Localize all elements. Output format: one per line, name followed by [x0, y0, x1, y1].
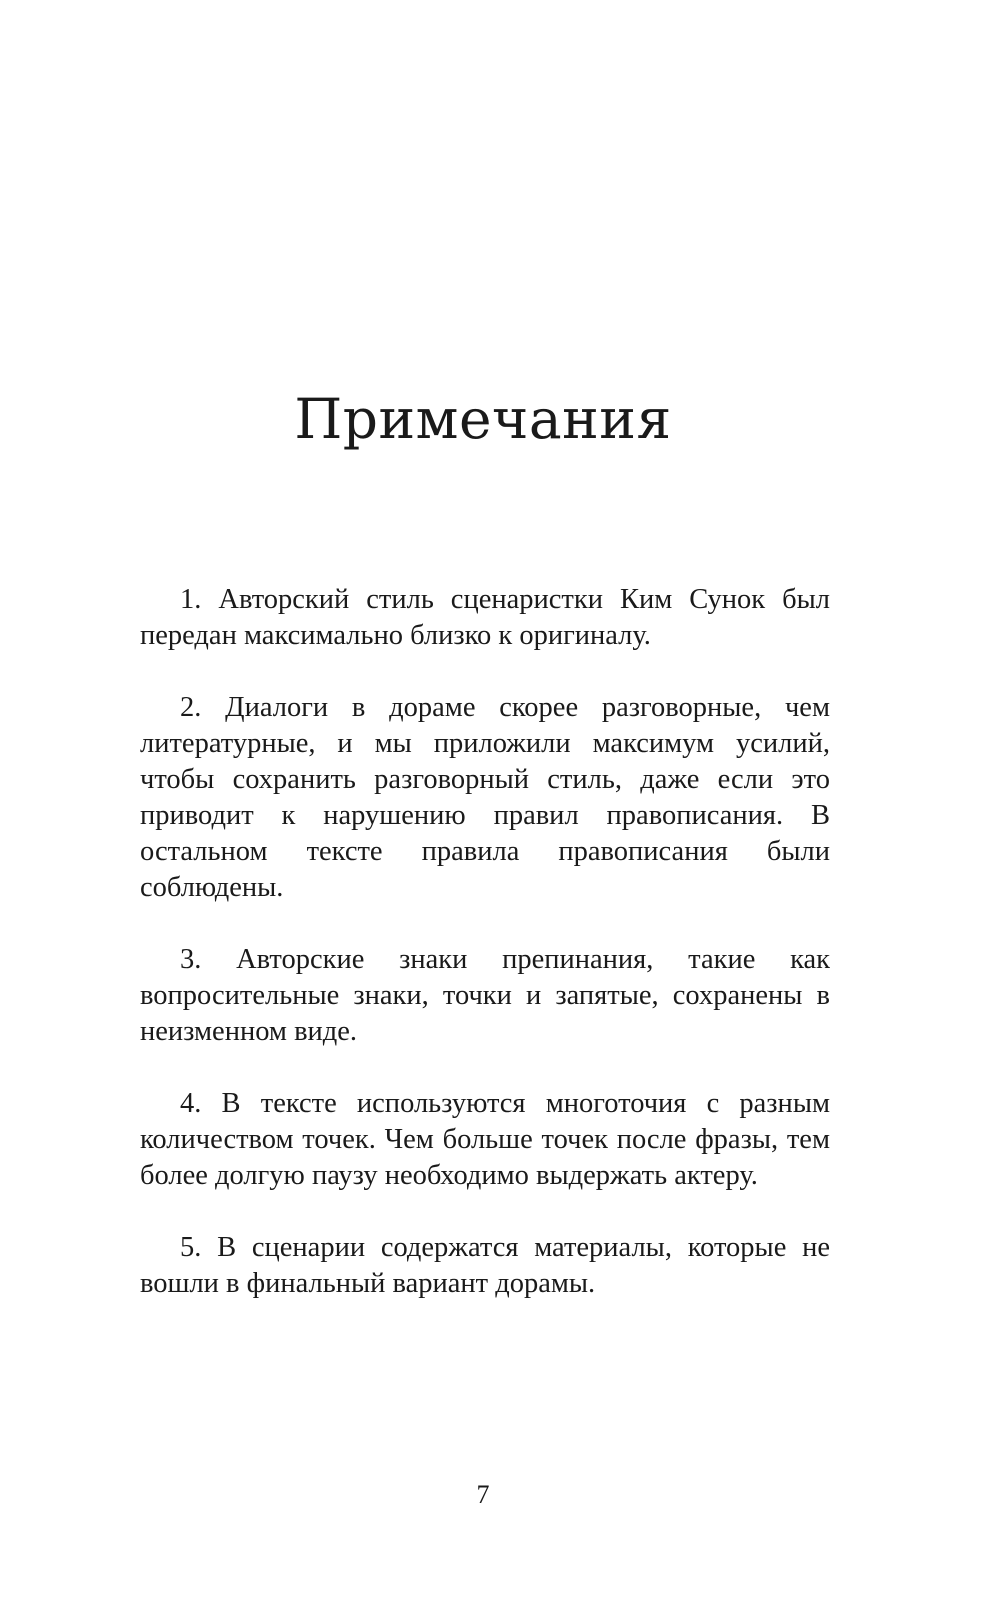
- note-item-1: 1. Авторский стиль сценаристки Ким Сунок был передан максимально близко к оригиналу.: [140, 584, 830, 651]
- note-item-5: 5. В сценарии содержатся материалы, которые не вошли в финальный вариант дорамы.: [140, 1232, 830, 1299]
- note-item-4: 4. В тексте используются многоточия с разным количеством точек. Чем больше точек после фразы, тем более долгую паузу необходимо выдержать актеру.: [140, 1088, 830, 1191]
- page-title: Примечания: [294, 387, 672, 451]
- page-number: 7: [476, 1480, 490, 1509]
- note-item-3: 3. Авторские знаки препинания, такие как вопросительные знаки, точки и запятые, сохранены в неизменном виде.: [140, 944, 830, 1047]
- note-item-2: 2. Диалоги в дораме скорее разговорные, чем литературные, и мы приложили максимум усилий, чтобы сохранить разговорный стиль, даже если это приводит к нарушению правил правописания. В остальном тексте правила правописания были соблюдены.: [140, 692, 830, 903]
- notes-list: [140, 582, 830, 1338]
